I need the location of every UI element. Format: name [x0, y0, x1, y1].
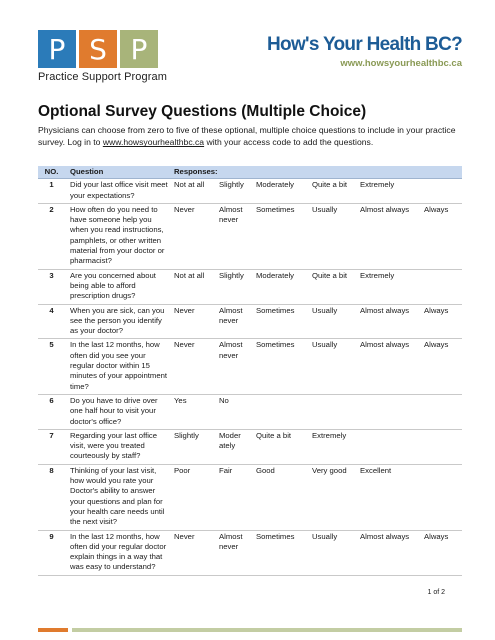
question-number: 8 [38, 464, 68, 530]
response-option: Sometimes [254, 530, 310, 575]
response-option: Yes [172, 394, 217, 429]
response-option: Almost always [358, 304, 422, 339]
response-option: Moderately [254, 269, 310, 304]
response-option: Moder ately [217, 429, 254, 464]
response-option: Very good [310, 464, 358, 530]
response-option: Poor [172, 464, 217, 530]
response-option: Always [422, 339, 462, 394]
response-option: Almost never [217, 304, 254, 339]
footer-bar-green [72, 628, 462, 632]
question-text: Regarding your last office visit, were you treated courteously by staff? [68, 429, 172, 464]
brand-title: How's Your Health BC? [267, 34, 462, 55]
response-option: Never [172, 304, 217, 339]
intro-text-before: Physicians can choose from zero to five of these optional, multiple choice questions to include in your practice survey. Log in to [38, 125, 456, 148]
response-empty [422, 179, 462, 204]
question-text: Are you concerned about being able to afford prescription drugs? [68, 269, 172, 304]
response-option: Slightly [217, 179, 254, 204]
header-no: NO. [38, 166, 68, 179]
response-option: Always [422, 304, 462, 339]
table-row [38, 394, 462, 429]
response-option: Slightly [172, 429, 217, 464]
response-empty [254, 394, 310, 429]
response-option: Sometimes [254, 339, 310, 394]
question-number: 7 [38, 429, 68, 464]
table-row [38, 464, 462, 530]
question-number: 4 [38, 304, 68, 339]
page-number: 1 of 2 [427, 589, 445, 596]
page-title: Optional Survey Questions (Multiple Choice) [38, 103, 367, 120]
intro-text-after: with your access code to add the questions. [204, 137, 374, 148]
response-option: Extremely [358, 179, 422, 204]
brand-header [267, 34, 462, 69]
table-row [38, 304, 462, 339]
response-option: Extremely [310, 429, 358, 464]
response-option: Usually [310, 530, 358, 575]
response-option: Usually [310, 339, 358, 394]
logo-letter-s: S [79, 30, 117, 68]
response-option: Extremely [358, 269, 422, 304]
response-option: Usually [310, 304, 358, 339]
table-row [38, 179, 462, 204]
response-empty [358, 429, 422, 464]
response-option: Usually [310, 203, 358, 269]
psp-logo [38, 30, 167, 83]
response-option: Not at all [172, 179, 217, 204]
question-number: 6 [38, 394, 68, 429]
response-option: Not at all [172, 269, 217, 304]
response-option: Almost never [217, 339, 254, 394]
question-text: How often do you need to have someone help you when you read instructions, pamphlets, or other written material from your doctor or pharmacist? [68, 203, 172, 269]
logo-caption: Practice Support Program [38, 71, 167, 83]
table-row [38, 530, 462, 575]
footer-bar-orange [38, 628, 68, 632]
response-option: Quite a bit [310, 269, 358, 304]
question-number: 9 [38, 530, 68, 575]
response-option: Never [172, 339, 217, 394]
response-option: Sometimes [254, 304, 310, 339]
header-responses: Responses: [172, 166, 462, 179]
table-row [38, 429, 462, 464]
question-number: 5 [38, 339, 68, 394]
question-text: Thinking of your last visit, how would you rate your Doctor's ability to answer your questions and plan for your health care needs until the next visit? [68, 464, 172, 530]
psp-logo-letters [38, 30, 167, 68]
response-option: Never [172, 203, 217, 269]
response-option: Slightly [217, 269, 254, 304]
question-text: When you are sick, can you see the person you identify as your doctor? [68, 304, 172, 339]
table-header-row [38, 166, 462, 179]
response-option: Almost always [358, 339, 422, 394]
question-text: In the last 12 months, how often did your regular doctor explain things in a way that was easy to understand? [68, 530, 172, 575]
table-row [38, 203, 462, 269]
table-row [38, 269, 462, 304]
response-option: Moderately [254, 179, 310, 204]
intro-link[interactable]: www.howsyourhealthbc.ca [102, 137, 205, 148]
header-question: Question [68, 166, 172, 179]
response-option: No [217, 394, 254, 429]
response-empty [422, 394, 462, 429]
response-option: Almost always [358, 530, 422, 575]
response-option: Almost never [217, 203, 254, 269]
response-option: Always [422, 203, 462, 269]
response-empty [422, 464, 462, 530]
response-option: Always [422, 530, 462, 575]
logo-letter-p-second: P [120, 30, 158, 68]
response-option: Quite a bit [310, 179, 358, 204]
response-option: Almost always [358, 203, 422, 269]
question-text: Did your last office visit meet your expectations? [68, 179, 172, 204]
response-option: Good [254, 464, 310, 530]
intro-paragraph [38, 124, 463, 149]
response-option: Excellent [358, 464, 422, 530]
question-number: 1 [38, 179, 68, 204]
question-number: 3 [38, 269, 68, 304]
response-empty [422, 269, 462, 304]
response-empty [422, 429, 462, 464]
response-option: Never [172, 530, 217, 575]
brand-url: www.howsyourhealthbc.ca [340, 58, 462, 69]
response-option: Sometimes [254, 203, 310, 269]
response-option: Almost never [217, 530, 254, 575]
response-option: Quite a bit [254, 429, 310, 464]
response-empty [310, 394, 358, 429]
response-empty [358, 394, 422, 429]
question-text: Do you have to drive over one half hour to visit your doctor's office? [68, 394, 172, 429]
question-number: 2 [38, 203, 68, 269]
question-text: In the last 12 months, how often did you see your regular doctor within 15 minutes of your appointment time? [68, 339, 172, 394]
logo-letter-p: P [38, 30, 76, 68]
table-row [38, 339, 462, 394]
response-option: Fair [217, 464, 254, 530]
questions-table [38, 166, 462, 576]
